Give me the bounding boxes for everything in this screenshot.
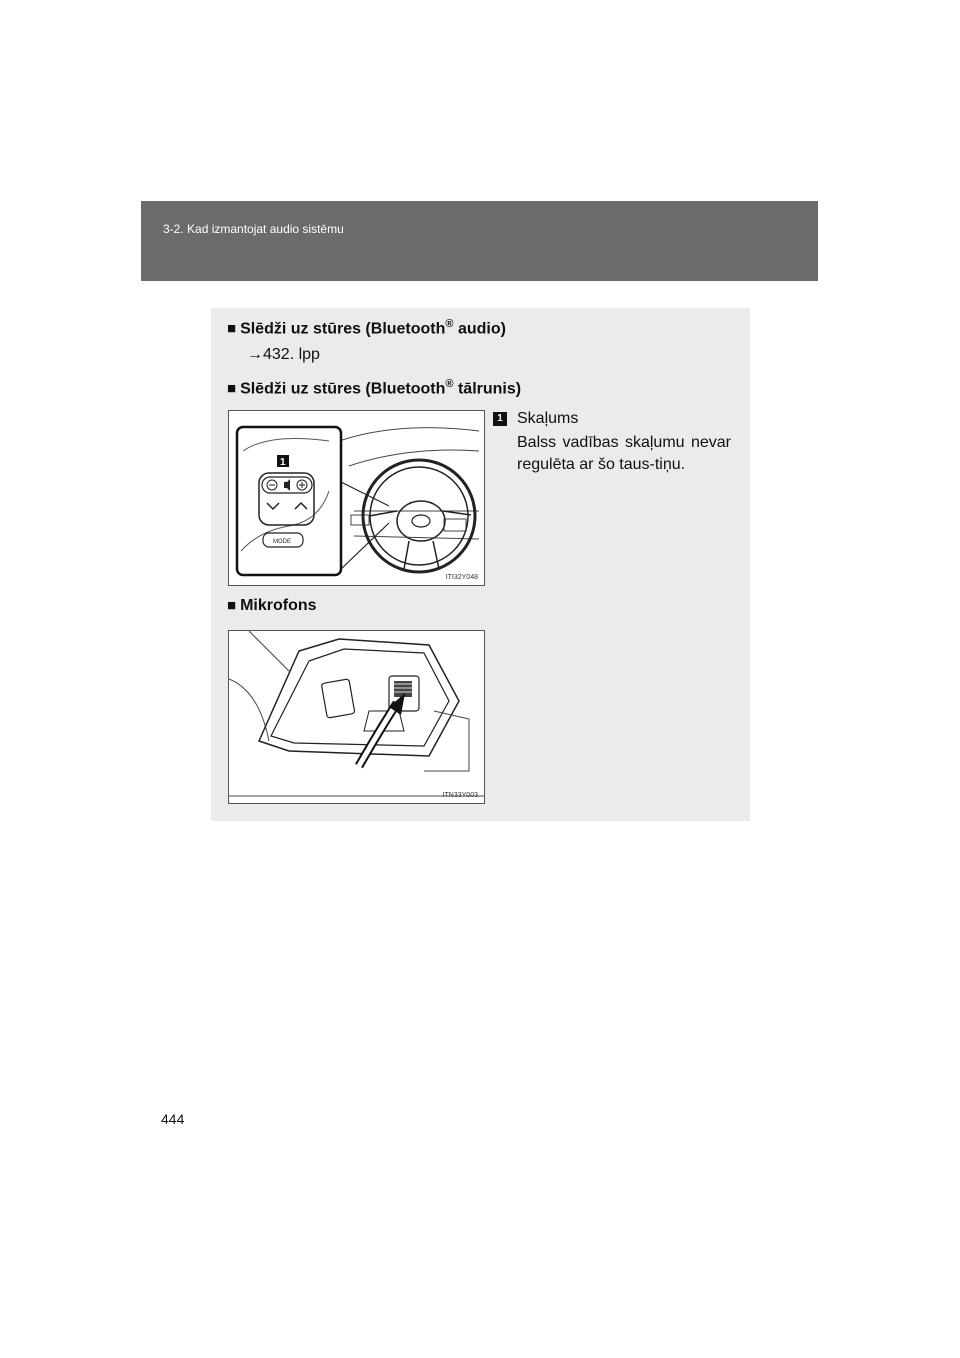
heading-text-end: audio) bbox=[453, 320, 506, 338]
bullet-square-icon: ■ bbox=[227, 380, 237, 398]
heading-text: Mikrofons bbox=[240, 597, 317, 614]
registered-mark: ® bbox=[445, 378, 454, 390]
heading-microphone bbox=[227, 597, 317, 615]
callout-text: Balss vadības skaļumu nevar regulēta ar šo taus-tiņu. bbox=[517, 434, 731, 473]
callout-description bbox=[493, 408, 731, 476]
steering-wheel-illustration bbox=[229, 411, 484, 585]
heading-steering-phone bbox=[227, 378, 521, 398]
page-number: 444 bbox=[161, 1111, 185, 1127]
heading-steering-audio bbox=[227, 318, 506, 338]
callout-number-badge: 1 bbox=[493, 412, 507, 426]
callout-title: Skaļums bbox=[517, 410, 579, 427]
microphone-figure bbox=[228, 630, 485, 804]
figure-code: ITN33Y003 bbox=[442, 792, 478, 799]
heading-text: Slēdži uz stūres (Bluetooth bbox=[240, 380, 446, 398]
figure-callout-label: 1 bbox=[280, 457, 286, 468]
content-box bbox=[211, 308, 750, 821]
microphone-illustration bbox=[229, 631, 484, 803]
bullet-square-icon: ■ bbox=[227, 320, 237, 338]
figure-code: ITI32Y048 bbox=[445, 574, 478, 581]
page-reference-link[interactable]: →432. lpp bbox=[247, 346, 320, 363]
bullet-square-icon: ■ bbox=[227, 597, 237, 614]
section-header: 3-2. Kad izmantojat audio sistēmu bbox=[163, 222, 344, 236]
header-band bbox=[141, 201, 818, 281]
heading-text-end: tālrunis) bbox=[453, 380, 522, 398]
callout-title-row bbox=[493, 408, 731, 430]
steering-wheel-figure bbox=[228, 410, 485, 586]
mode-label: MODE bbox=[273, 539, 291, 545]
registered-mark: ® bbox=[445, 318, 454, 330]
heading-text: Slēdži uz stūres (Bluetooth bbox=[240, 320, 446, 338]
